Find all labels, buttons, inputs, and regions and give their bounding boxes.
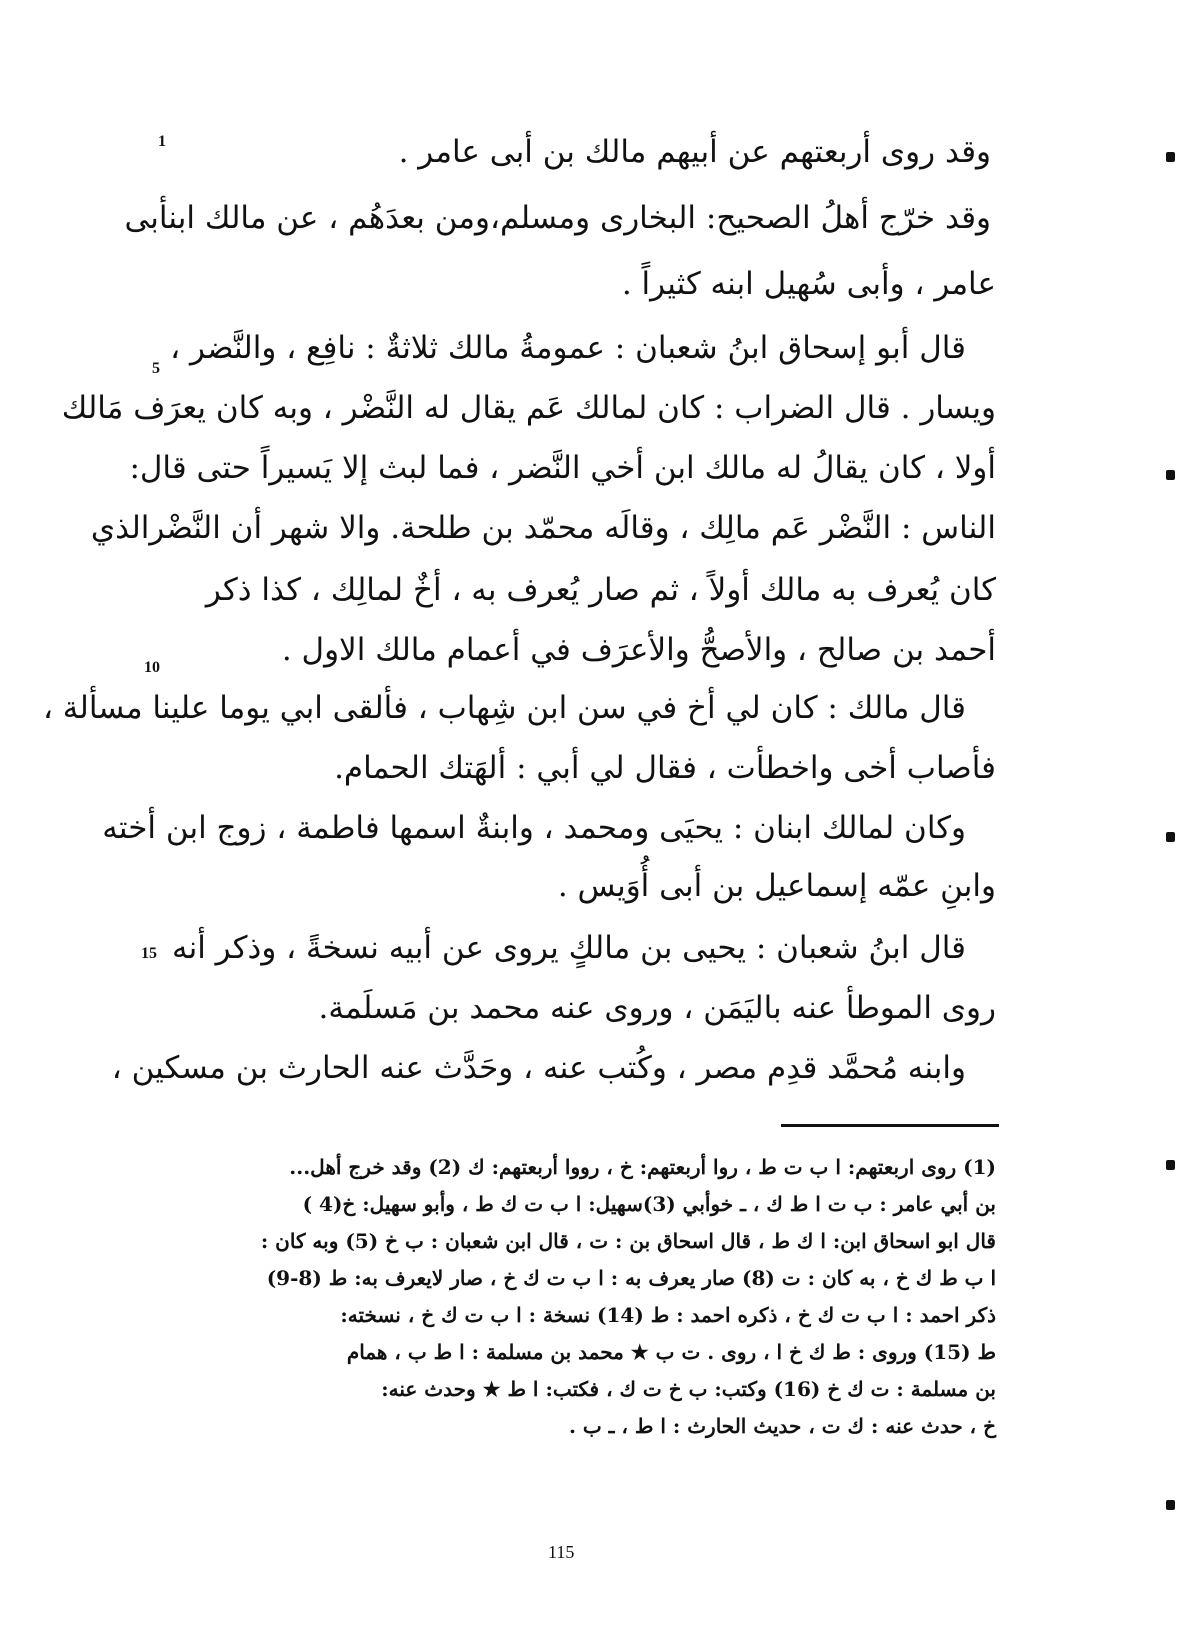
body-line-4: قال أبو إسحاق ابنُ شعبان : عمومةُ مالك ثلاثةٌ : نافِع ، والنَّضر ، xyxy=(170,330,966,366)
body-line-8: كان يُعرف به مالك أولاً ، ثم صار يُعرف به ، أخٌ لمالِك ، كذا ذكر xyxy=(205,572,996,608)
body-line-1: وقد روى أربعتهم عن أبيهم مالك بن أبى عامر . xyxy=(398,134,991,170)
margin-mark xyxy=(1166,470,1175,480)
body-line-7: الناس : النَّضْر عَم مالِك ، وقالَه محمّد بن طلحة. والا شهر أن النَّضْرالذي xyxy=(90,510,996,546)
footnote-line-4: ا ب ط ك خ ، به كان : ت (8) صار يعرف به : ا ب ت ك خ ، صار لايعرف به: ط (8-9) xyxy=(266,1266,996,1290)
margin-mark xyxy=(1166,832,1175,842)
margin-mark xyxy=(1166,1160,1175,1170)
body-line-2: وقد خرّج أهلُ الصحيح: البخارى ومسلم،ومن بعدَهُم ، عن مالك ابنأبى xyxy=(124,200,991,236)
body-line-3: عامر ، وأبى سُهيل ابنه كثيراً . xyxy=(621,266,996,302)
line-number-5: 5 xyxy=(152,360,160,377)
margin-mark xyxy=(1166,1500,1175,1510)
footnote-line-5: ذكر احمد : ا ب ت ك خ ، ذكره احمد : ط (14) نسخة : ا ب ت ك خ ، نسخته: xyxy=(340,1303,996,1327)
footnote-line-2: بن أبي عامر : ب ت ا ط ك ، ـ خوأبي (3)سهيل: ا ب ت ك ط ، وأبو سهيل: خ(4 ) xyxy=(302,1192,996,1216)
page-number: 115 xyxy=(548,1542,575,1562)
footnote-line-7: بن مسلمة : ت ك خ (16) وكتب: ب خ ت ك ، فكتب: ا ط ★ وحدث عنه: xyxy=(381,1377,996,1401)
line-number-1: 1 xyxy=(158,133,166,150)
body-line-16: وابنه مُحمَّد قدِم مصر ، وكُتب عنه ، وحَدَّث عنه الحارث بن مسكين ، xyxy=(111,1050,966,1086)
footnote-line-8: خ ، حدث عنه : ك ت ، حديث الحارث : ا ط ، ـ ب . xyxy=(568,1414,996,1438)
line-number-10: 10 xyxy=(144,659,160,676)
body-line-12: وكان لمالك ابنان : يحيَى ومحمد ، وابنةٌ اسمها فاطمة ، زوج ابن أخته xyxy=(102,810,966,846)
footnote-line-1: (1) روى اربعتهم: ا ب ت ط ، روا أربعتهم: خ ، رووا أربعتهم: ك (2) وقد خرج أهل... xyxy=(289,1155,996,1179)
body-line-13: وابنِ عمّه إسماعيل بن أبى أُوَيس . xyxy=(557,868,996,904)
body-line-11: فأصاب أخى واخطأت ، فقال لي أبي : ألهَتك الحمام. xyxy=(334,750,996,786)
body-line-6: أولا ، كان يقالُ له مالك ابن أخي النَّضر ، فما لبث إلا يَسيراً حتى قال: xyxy=(129,450,996,486)
body-line-10: قال مالك : كان لي أخ في سن ابن شِهاب ، فألقى ابي يوما علينا مسألة ، xyxy=(42,690,966,726)
body-line-5: ويسار . قال الضراب : كان لمالك عَم يقال له النَّضْر ، وبه كان يعرَف مَالك xyxy=(61,390,996,426)
footnote-line-6: ط (15) وروى : ط ك خ ا ، روى . ت ب ★ محمد بن مسلمة : ا ط ب ، همام xyxy=(346,1340,996,1364)
body-line-9: أحمد بن صالح ، والأصحُّ والأعرَف في أعمام مالك الاول . xyxy=(281,632,996,668)
line-number-15: 15 xyxy=(141,945,157,962)
body-line-15: روى الموطأ عنه باليَمَن ، وروى عنه محمد بن مَسلَمة. xyxy=(318,990,996,1026)
footnote-separator xyxy=(781,1124,999,1127)
footnote-line-3: قال ابو اسحاق ابن: ا ك ط ، قال اسحاق بن : ت ، قال ابن شعبان : ب خ (5) وبه كان : xyxy=(260,1229,996,1253)
margin-mark xyxy=(1166,152,1175,162)
body-line-14: قال ابنُ شعبان : يحيى بن مالكٍ يروى عن أبيه نسخةً ، وذكر أنه xyxy=(171,930,966,966)
